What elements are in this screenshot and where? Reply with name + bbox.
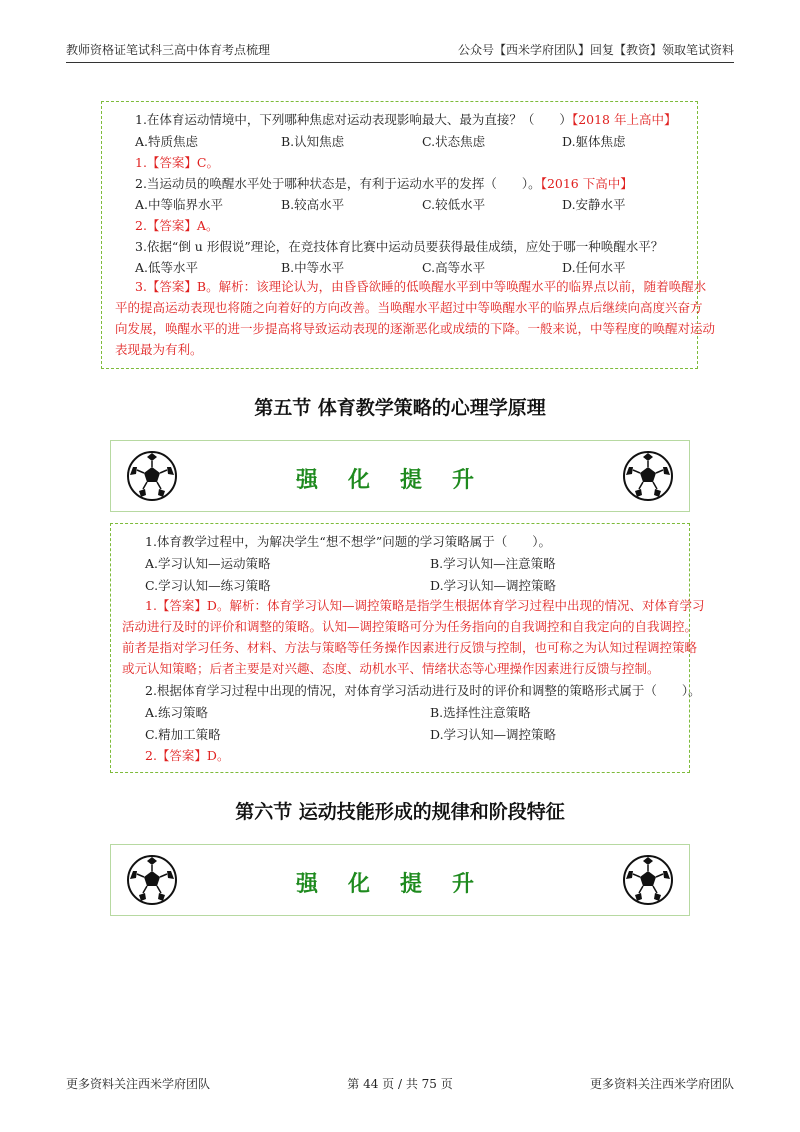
question-2-stem: 2.根据体育学习过程中出现的情况，对体育学习活动进行及时的评价和调整的策略形式属于（ ）。 (145, 683, 701, 698)
footer-right-text: 更多资料关注西米学府团队 (589, 1077, 734, 1091)
question-3-stem: 3.依据“倒 u 形假说”理论，在竞技体育比赛中运动员要获得最佳成绩，应处于哪一种唤醒水平？ (135, 239, 664, 254)
section-title: 第六节 运动技能形成的规律和阶段特征 (235, 801, 565, 823)
question-2-answer: 2.【答案】A。 (135, 218, 219, 233)
option-a: A.中等临界水平 (135, 197, 224, 212)
option-b: B.选择性注意策略 (430, 705, 531, 720)
option-a: A.学习认知—运动策略 (145, 556, 271, 571)
option-b: B.较高水平 (281, 197, 345, 212)
option-a: A.练习策略 (145, 705, 209, 720)
answer-line: 表现最为有利。 (115, 342, 203, 357)
option-d: D.安静水平 (562, 197, 626, 212)
banner-text: 强化提升 (295, 467, 504, 493)
answer-line: 活动进行及时的评价和调整的策略。认知—调控策略可分为任务指向的自我调控和自我定向的自我调控。 (122, 619, 698, 634)
answer-line: 向发展，唤醒水平的进一步提高将导致运动表现的逐渐恶化或成绩的下降。一般来说，中等程度的唤醒对运动 (115, 321, 716, 336)
option-a: A.特质焦虑 (135, 134, 199, 149)
question-1-stem: 1.体育教学过程中，为解决学生“想不想学”问题的学习策略属于（ ）。 (145, 534, 551, 549)
question-2-stem: 2.当运动员的唤醒水平处于哪种状态是，有利于运动水平的发挥（ ）。【2016 下高中】 (135, 176, 633, 191)
answer-line: 1.【答案】D。解析：体育学习认知—调控策略是指学生根据体育学习过程中出现的情况、对体育学习 (145, 598, 705, 613)
option-d: D.学习认知—调控策略 (430, 727, 557, 742)
option-d: D.任何水平 (562, 260, 626, 275)
option-c: C.高等水平 (422, 260, 486, 275)
option-b: B.学习认知—注意策略 (430, 556, 556, 571)
answer-line: 或元认知策略；后者主要是对兴趣、态度、动机水平、情绪状态等心理操作因素进行反馈与控制。 (122, 661, 660, 676)
question-2-tag: 【2016 下高中】 (540, 176, 633, 191)
option-c: C.状态焦虑 (422, 134, 486, 149)
page-number: 第 44 页 / 共 75 页 (347, 1077, 453, 1091)
practice-banner (110, 440, 690, 512)
footer-left-text: 更多资料关注西米学府团队 (66, 1077, 211, 1091)
question-3-answer (115, 276, 716, 360)
option-c: C.学习认知—练习策略 (145, 578, 271, 593)
answer-line: 3.【答案】B。解析：该理论认为，由昏昏欲睡的低唤醒水平到中等唤醒水平的临界点以前，随着唤醒水 (135, 279, 707, 294)
header-right-text: 公众号【西米学府团队】回复【教资】领取笔试资料 (457, 43, 734, 57)
option-c: C.较低水平 (422, 197, 486, 212)
question-1-stem: 1.在体育运动情境中，下列哪种焦虑对运动表现影响最大、最为直接？（ ）【2018 年上高中】 (135, 112, 677, 127)
option-a: A.低等水平 (135, 260, 199, 275)
soccer-ball-icon (622, 854, 674, 906)
answer-line: 前者是指对学习任务、材料、方法与策略等任务操作因素进行反馈与控制，也可称之为认知过程调控策略 (122, 640, 698, 655)
question-1-tag: 【2018 年上高中】 (571, 112, 677, 127)
header-left-text: 教师资格证笔试科三高中体育考点梳理 (66, 43, 271, 57)
section-title: 第五节 体育教学策略的心理学原理 (254, 397, 546, 419)
practice-banner (110, 844, 690, 916)
question-1-answer (122, 595, 705, 679)
answer-line: 平的提高运动表现也将随之向着好的方向改善。当唤醒水平超过中等唤醒水平的临界点后继续向高度兴奋方 (115, 300, 703, 315)
page-header (66, 38, 734, 63)
option-b: B.中等水平 (281, 260, 345, 275)
option-d: D.学习认知—调控策略 (430, 578, 557, 593)
question-1-answer: 1.【答案】C。 (135, 155, 219, 170)
option-b: B.认知焦虑 (281, 134, 345, 149)
banner-text: 强化提升 (295, 871, 504, 897)
soccer-ball-icon (622, 450, 674, 502)
question-2-answer: 2.【答案】D。 (145, 748, 230, 763)
option-d: D.躯体焦虑 (562, 134, 626, 149)
option-c: C.精加工策略 (145, 727, 221, 742)
